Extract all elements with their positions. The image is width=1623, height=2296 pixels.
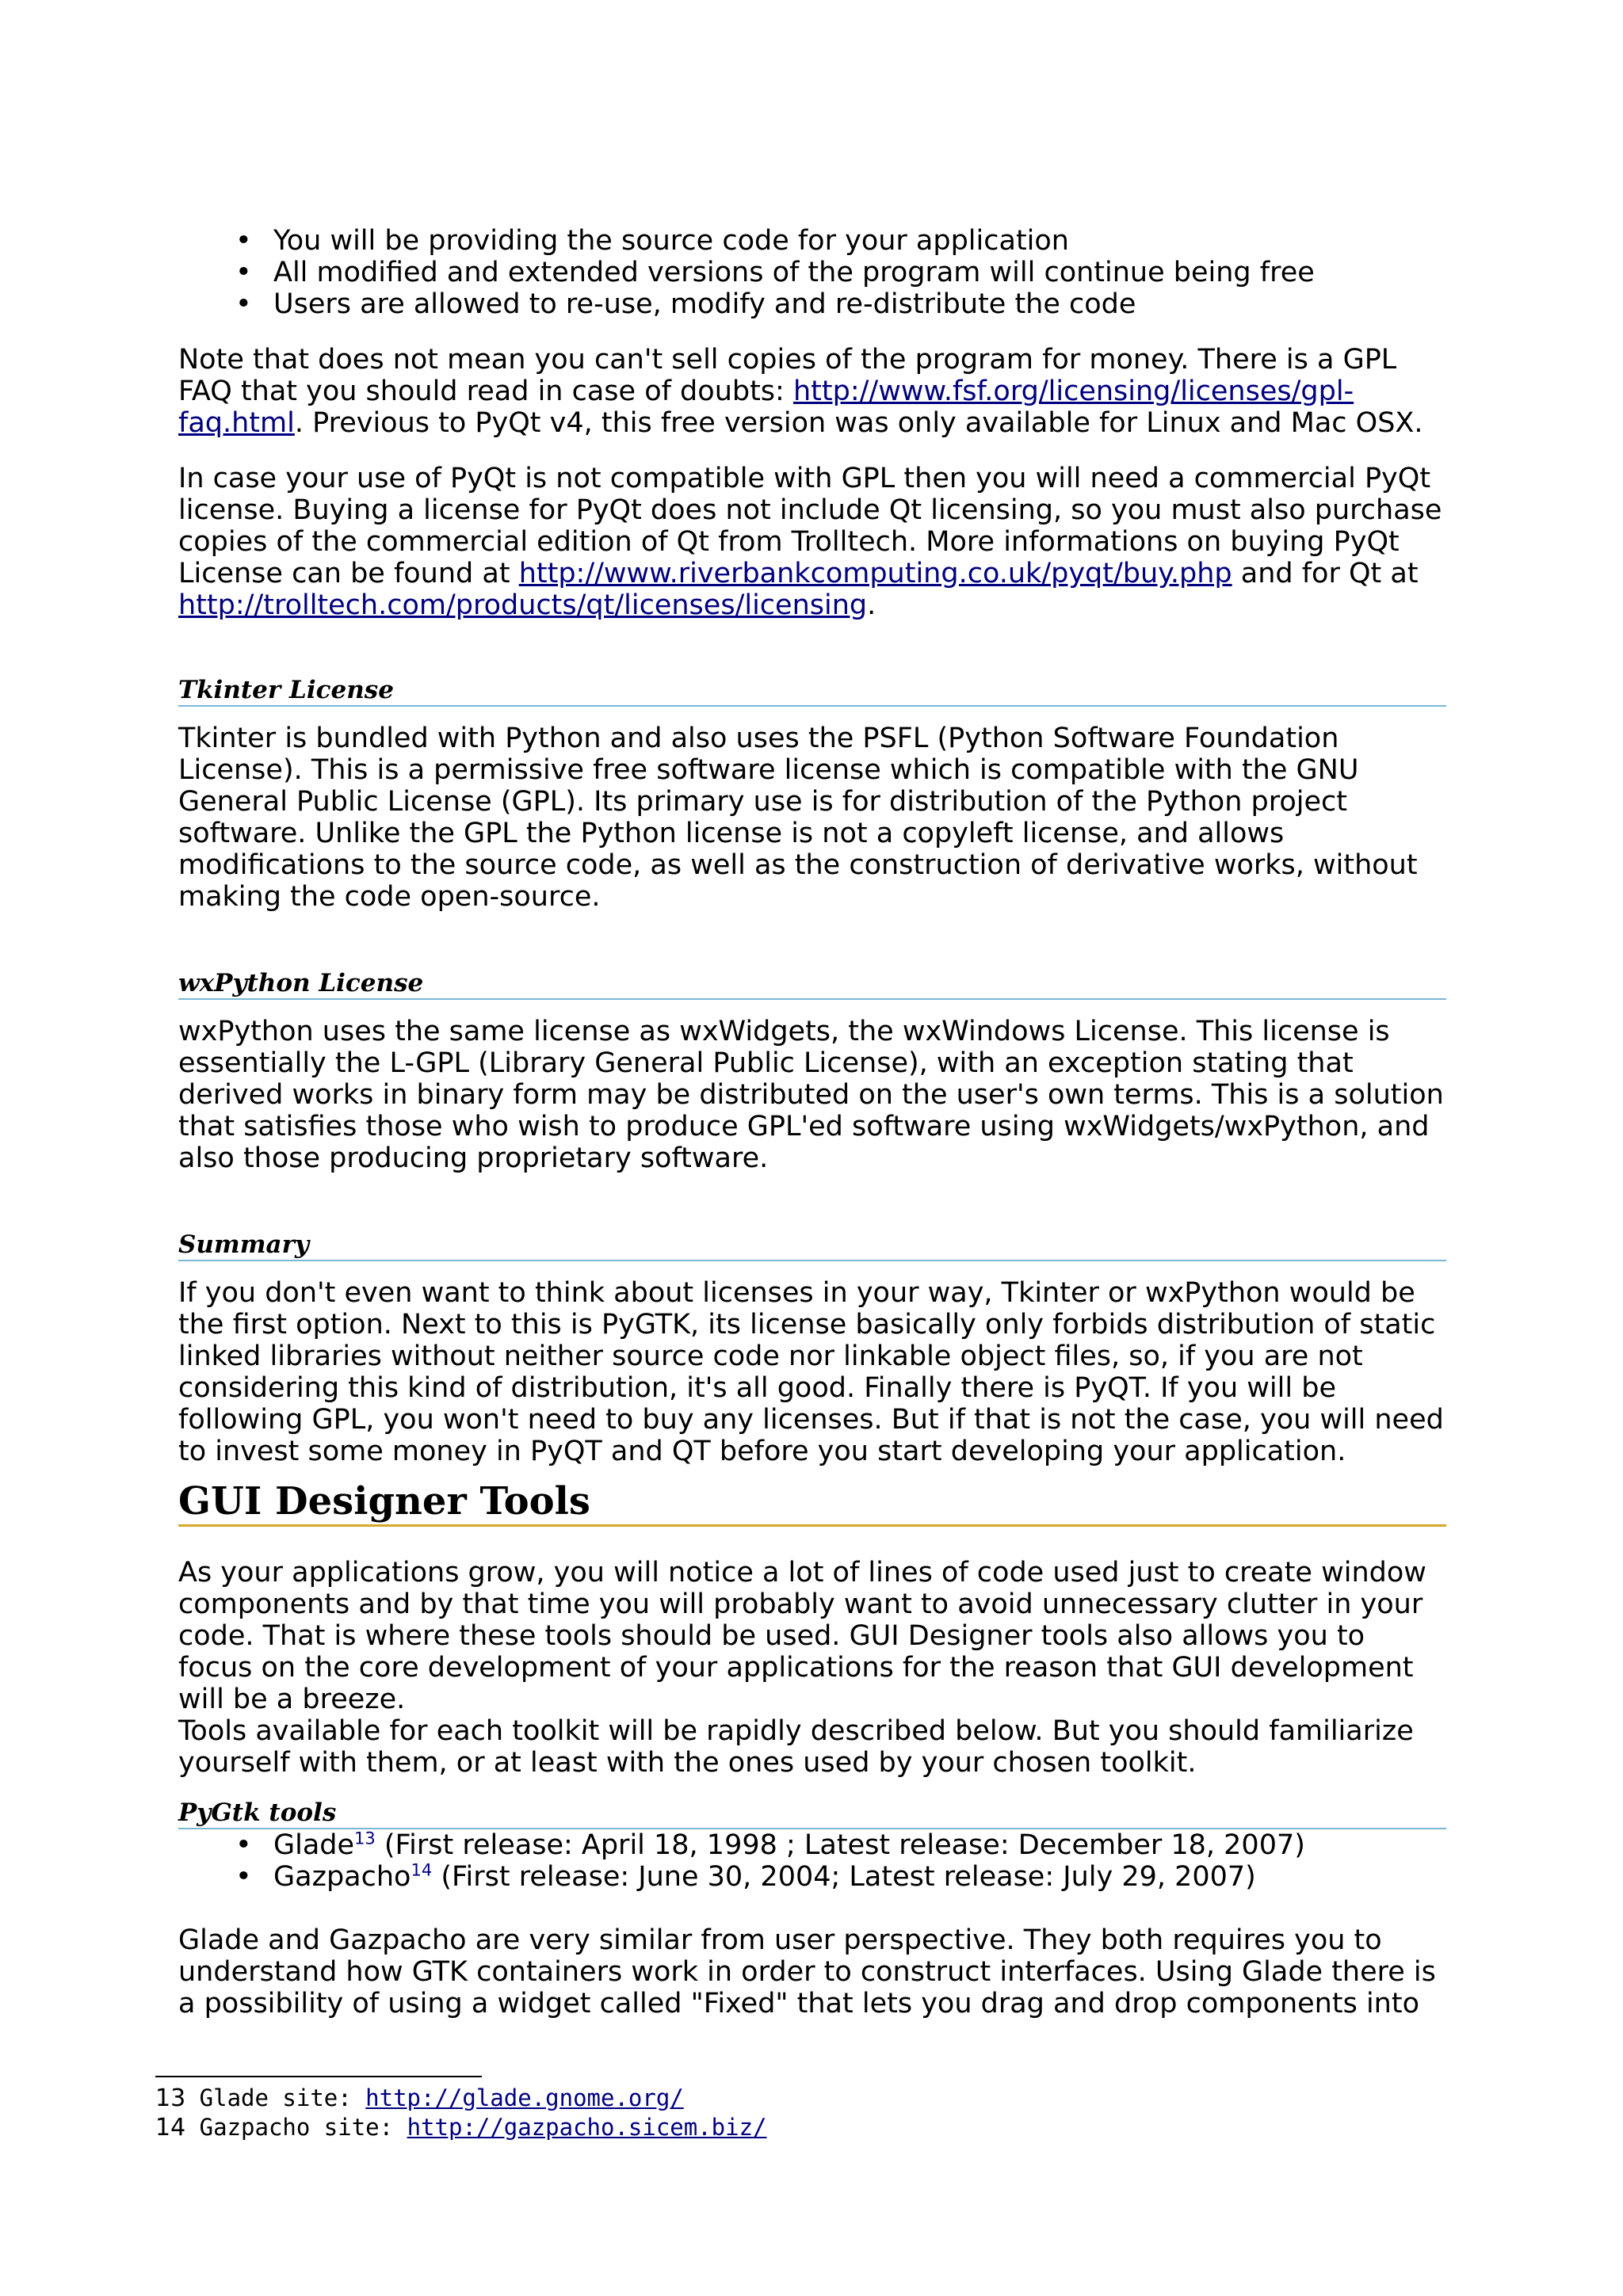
summary-paragraph: If you don't even want to think about licenses in your way, Tkinter or wxPython would be the first option. Next to this is PyGTK, its license basically only forbids distribution of static linked libraries without neither source code nor linkable object files, so, if you are not considering this kind of distribution, it's all good. Finally there is PyQT. If you will be following GPL, you won't need to buy any licenses. But if that is not the case, you will need to invest some money in PyQT and QT before you start developing your application. — [178, 1277, 1444, 1467]
bullet-icon: • — [235, 1829, 252, 1861]
glade-site-link[interactable]: http://glade.gnome.org/ — [365, 2084, 684, 2111]
gui-designer-paragraph: As your applications grow, you will notice a lot of lines of code used just to create window components and by that time you will probably want to avoid unnecessary clutter in your code. That is where these tools should be used. GUI Designer tools also allows you to focus on the core development of your applications for the reason that GUI development will be a breeze. — [178, 1557, 1426, 1715]
wxpython-license-heading: wxPython License — [178, 968, 1446, 1000]
pygtk-tools-heading: PyGtk tools — [178, 1798, 1446, 1829]
footnote-separator — [155, 2076, 482, 2077]
list-item: • Gazpacho$^{14}$ (First release: June 30, 2004; Latest release: July 29, 2007) — [235, 1860, 1256, 1893]
document-page — [178, 225, 1446, 2019]
gpl-note-paragraph: Note that does not mean you can't sell copies of the program for money. There is a GPL FAQ that you should read in case of doubts: http://www.fsf.org/licensing/licenses/gpl-faq.html. Previous to PyQt v4, this free version was only available for Linux and Mac OSX. — [178, 344, 1423, 439]
bullet-icon: • — [235, 225, 252, 257]
footnote: 13 Glade site: http://glade.gnome.org/ — [155, 2084, 684, 2112]
gui-designer-paragraph-2: Tools available for each toolkit will be rapidly described below. But you should familiarize yourself with them, or at least with the ones used by your chosen toolkit. — [178, 1715, 1414, 1779]
wxpython-license-paragraph: wxPython uses the same license as wxWidgets, the wxWindows License. This license is essentially the L-GPL (Library General Public License), with an exception stating that derived works in binary form may be distributed on the user's own terms. This is a solution that satisfies those who wish to produce GPL'ed software using wxWidgets/wxPython, and also those producing proprietary software. — [178, 1016, 1444, 1174]
pygtk-tools-list — [178, 1829, 1446, 1893]
list-item: • All modified and extended versions of the program will continue being free — [235, 257, 1315, 288]
bullet-icon: • — [235, 1861, 252, 1893]
bullet-icon: • — [235, 288, 252, 320]
bullet-icon: • — [235, 257, 252, 288]
footnotes — [155, 2084, 767, 2142]
footnote-ref[interactable]: 14 — [411, 1860, 433, 1880]
gpl-faq-link[interactable]: http://www.fsf.org/licensing/licenses/gpl-faq.html — [178, 376, 1354, 439]
trolltech-licensing-link[interactable]: http://trolltech.com/products/qt/licenses/licensing — [178, 589, 868, 621]
list-item: • You will be providing the source code for your application — [235, 225, 1069, 257]
footnote: 14 Gazpacho site: http://gazpacho.sicem.biz/ — [155, 2114, 767, 2142]
list-item: • Glade$^{13}$ (First release: April 18, 1998 ; Latest release: December 18, 2007) — [235, 1829, 1305, 1861]
tkinter-license-paragraph: Tkinter is bundled with Python and also uses the PSFL (Python Software Foundation License). This is a permissive free software license which is compatible with the GNU General Public License (GPL). Its primary use is for distribution of the Python project software. Unlike the GPL the Python license is not a copyleft license, and allows modifications to the source code, as well as the construction of derivative works, without making the code open-source. — [178, 723, 1418, 913]
commercial-license-paragraph: In case your use of PyQt is not compatible with GPL then you will need a commercial PyQt license. Buying a license for PyQt does not include Qt licensing, so you must also purchase copies of the commercial edition of Qt from Trolltech. More informations on buying PyQt License can be found at http://www.riverbankcomputing.co.uk/pyqt/buy.php and for Qt at http://trolltech.com/products/qt/licenses/licensing. — [178, 463, 1442, 621]
gazpacho-site-link[interactable]: http://gazpacho.sicem.biz/ — [407, 2114, 767, 2141]
footnote-ref[interactable]: 13 — [354, 1829, 376, 1848]
tkinter-license-heading: Tkinter License — [178, 675, 1446, 707]
list-item: • Users are allowed to re-use, modify and re-distribute the code — [235, 288, 1136, 320]
summary-heading: Summary — [178, 1230, 1446, 1261]
intro-bullet-list — [178, 225, 1446, 320]
gui-designer-tools-heading: GUI Designer Tools — [178, 1478, 1446, 1527]
glade-gazpacho-paragraph: Glade and Gazpacho are very similar from user perspective. They both requires you to understand how GTK containers work in order to construct interfaces. Using Glade there is a possibility of using a widget called "Fixed" that lets you drag and drop components into — [178, 1924, 1436, 2019]
riverbank-buy-link[interactable]: http://www.riverbankcomputing.co.uk/pyqt/buy.php — [518, 558, 1232, 589]
